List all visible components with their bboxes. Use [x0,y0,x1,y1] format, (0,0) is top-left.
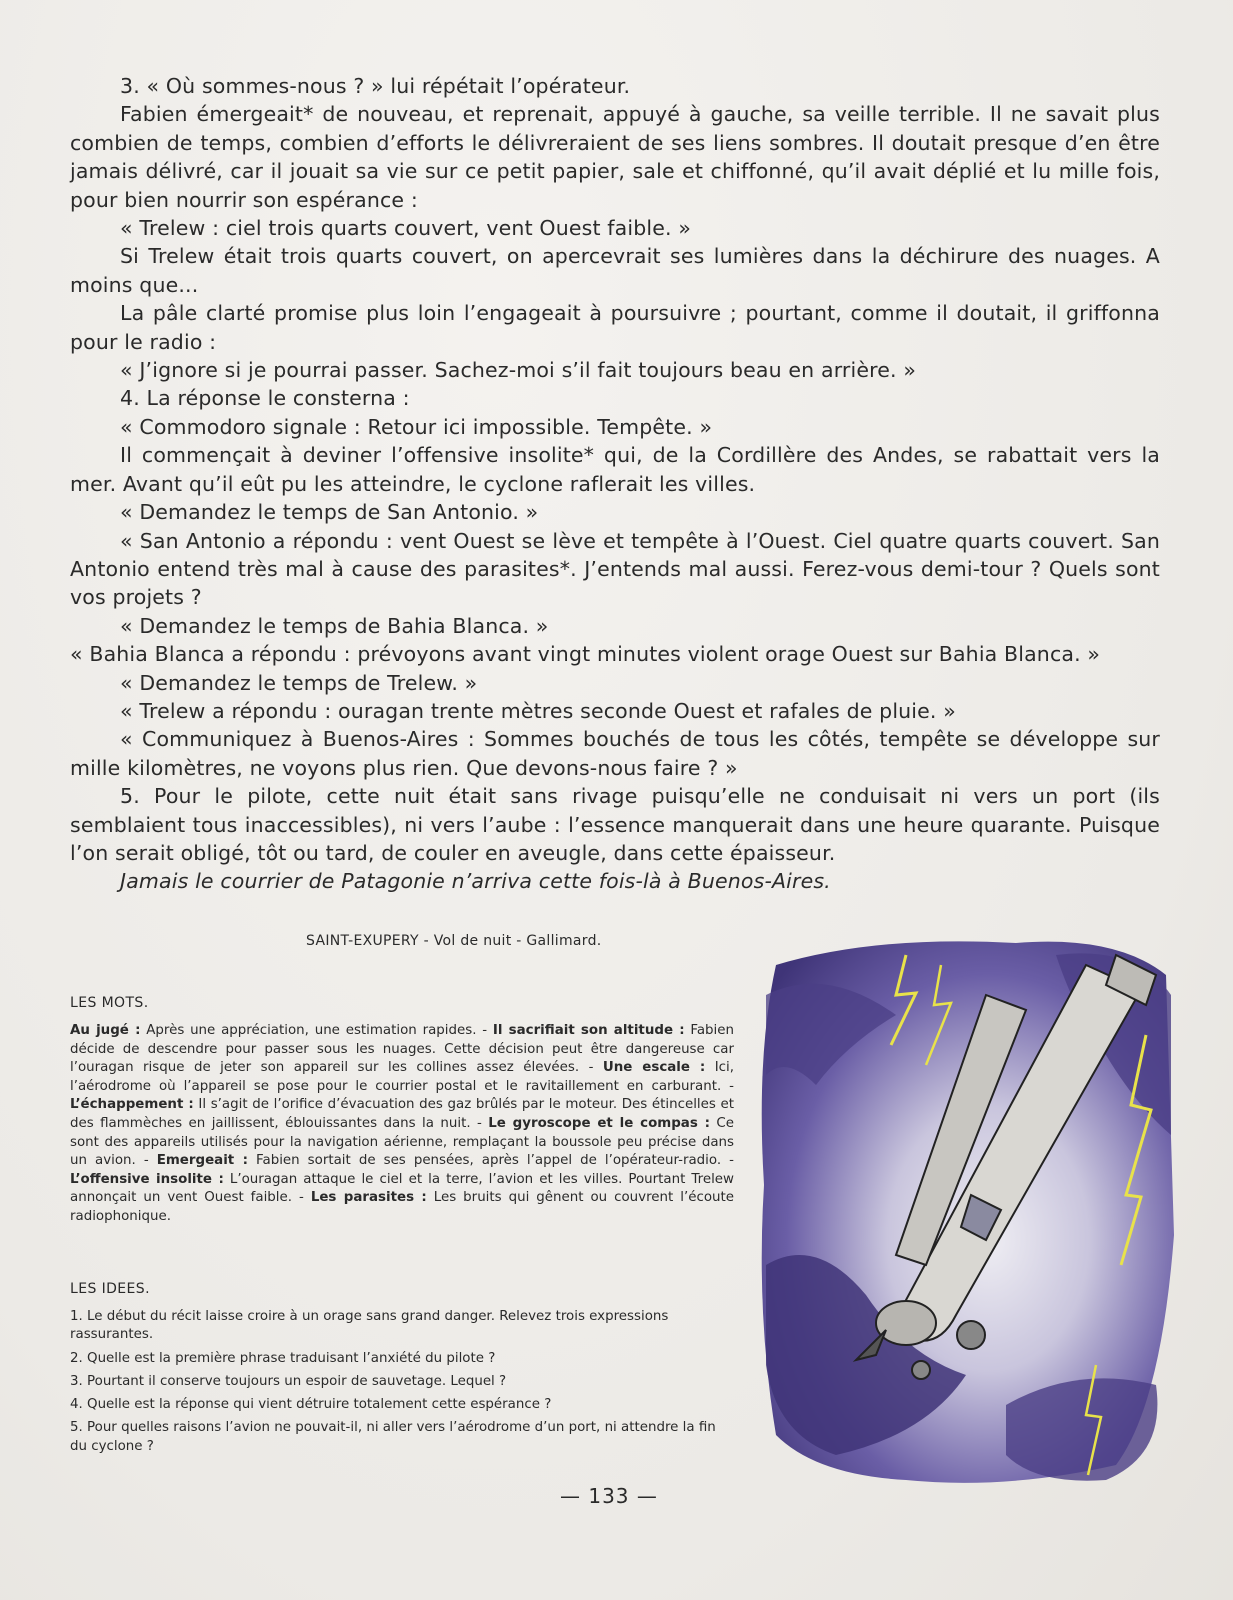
paragraph: 3. « Où sommes-nous ? » lui répétait l’opérateur. [120,74,631,98]
paragraph: « Trelew : ciel trois quarts couvert, vent Ouest faible. » [120,216,692,241]
paragraph: Fabien émergeait* de nouveau, et reprenait, appuyé à gauche, sa veille terrible. Il ne savait plus combien de temps, combien d’efforts le délivreraient de ses liens sombres. Il doutait presque d’en être jamais délivré, car il jouait sa vie sur ce petit papier, sale et chiffonné, qu’il avait déplié et lu mille fois, pour bien nourrir son espérance : [70,102,1160,212]
paragraph: 4. La réponse le consterna : [120,386,410,411]
glossary-term: Les parasites : [310,1190,427,1206]
glossary-term: Une escale : [602,1060,706,1076]
question: 3. Pourtant il conserve toujours un espoir de sauvetage. Lequel ? [70,1373,507,1389]
question: 5. Pour quelles raisons l’avion ne pouvait-il, ni aller vers l’aérodrome d’un port, ni attendre la fin du cyclone ? [70,1420,716,1454]
glossary-term: Emergeait : [156,1153,248,1169]
storm-airplane-illustration [756,935,1176,1490]
glossary-definition: Ici, l’aérodrome où l’appareil se pose pour le courrier postal et le ravitaillement en carburant. - [70,1060,734,1094]
glossary-definition: Ce sont des appareils utilisés pour la navigation aérienne, remplaçant la boussole peu précise dans un avion. - [70,1115,734,1169]
glossary-definition: Fabien sortait de ses pensées, après l’appel de l’opérateur-radio. - [247,1153,734,1169]
paragraph: La pâle clarté promise plus loin l’engageait à poursuivre ; pourtant, comme il doutait, il griffonna pour le radio : [70,301,1160,354]
glossary-term: L’offensive insolite : [70,1171,224,1187]
glossary-term: Le gyroscope et le compas : [488,1115,710,1131]
glossary [70,1022,734,1227]
questions-list [70,1308,734,1461]
glossary-definition: Il s’agit de l’orifice d’évacuation des gaz brûlés par le moteur. Des étincelles et des flammèches en jaillissent, éblouissantes dans la nuit. - [70,1097,734,1131]
airplane-engine [876,1301,936,1345]
paragraph: 5. Pour le pilote, cette nuit était sans rivage puisqu’elle ne conduisait ni vers un port (ils semblaient tous inaccessibles), ni vers l’aube : l’essence manquerait dans une heure quarante. Puisque l’on serait obligé, tôt ou tard, de couler en aveugle, dans cette épaisseur. [70,784,1160,865]
paragraph: « Bahia Blanca a répondu : prévoyons avant vingt minutes violent orage Ouest sur Bahia Blanca. » [70,642,1101,667]
les-mots-title: LES MOTS. [70,995,149,1011]
glossary-definition: Fabien décide de descendre pour passer sous les nuages. Cette décision peut être dangereuse car l’ouragan risque de jeter son appareil sur les collines assez élevées. - [70,1023,734,1076]
paragraph: « Commodoro signale : Retour ici impossible. Tempête. » [120,414,713,439]
question: 1. Le début du récit laisse croire à un orage sans grand danger. Relevez trois expressions rassurantes. [70,1309,669,1343]
paragraph: « Trelew a répondu : ouragan trente mètres seconde Ouest et rafales de pluie. » [120,698,956,723]
closing-line: Jamais le courrier de Patagonie n’arriva cette fois-là à Buenos-Aires. [120,869,831,894]
glossary-term: Il sacrifiait son altitude : [492,1023,685,1038]
les-idees-title: LES IDEES. [70,1281,150,1297]
paragraph: « Communiquez à Buenos-Aires : Sommes bouchés de tous les côtés, tempête se développe sur mille kilomètres, ne voyons plus rien. Que devons-nous faire ? » [70,727,1160,780]
question: 4. Quelle est la réponse qui vient détruire totalement cette espérance ? [70,1397,552,1413]
paragraph: Si Trelew était trois quarts couvert, on apercevrait ses lumières dans la déchirure des nuages. A moins que... [70,244,1160,297]
page-number: — 133 — [560,1484,658,1508]
paragraph: « J’ignore si je pourrai passer. Sachez-moi s’il fait toujours beau en arrière. » [120,358,917,383]
glossary-term: L’échappement : [70,1097,194,1113]
glossary-definition: Après une appréciation, une estimation rapides. - [140,1023,493,1038]
source-credit: SAINT-EXUPERY - Vol de nuit - Gallimard. [306,933,602,949]
paragraph: « Demandez le temps de Trelew. » [120,670,478,695]
landing-wheel [912,1361,930,1379]
paragraph: Il commençait à deviner l’offensive insolite* qui, de la Cordillère des Andes, se rabattait vers la mer. Avant qu’il eût pu les atteindre, le cyclone raflerait les villes. [70,443,1160,496]
glossary-term: Au jugé : [70,1023,141,1038]
glossary-definition: L’ouragan attaque le ciel et la terre, l’avion et les villes. Pourtant Trelew annonçait un vent Ouest faible. - [70,1171,734,1206]
glossary-definition: Les bruits qui gênent ou couvrent l’écoute radiophonique. [70,1190,734,1224]
question: 2. Quelle est la première phrase traduisant l’anxiété du pilote ? [70,1350,496,1366]
landing-wheel [957,1321,985,1349]
paragraph: « San Antonio a répondu : vent Ouest se lève et tempête à l’Ouest. Ciel quatre quarts couvert. San Antonio entend très mal à cause des parasites*. J’entends mal aussi. Ferez-vous demi-tour ? Quels sont vos projets ? [70,528,1160,610]
story-text [70,72,1160,896]
paragraph: « Demandez le temps de San Antonio. » [120,500,539,525]
paragraph: « Demandez le temps de Bahia Blanca. » [120,613,549,638]
